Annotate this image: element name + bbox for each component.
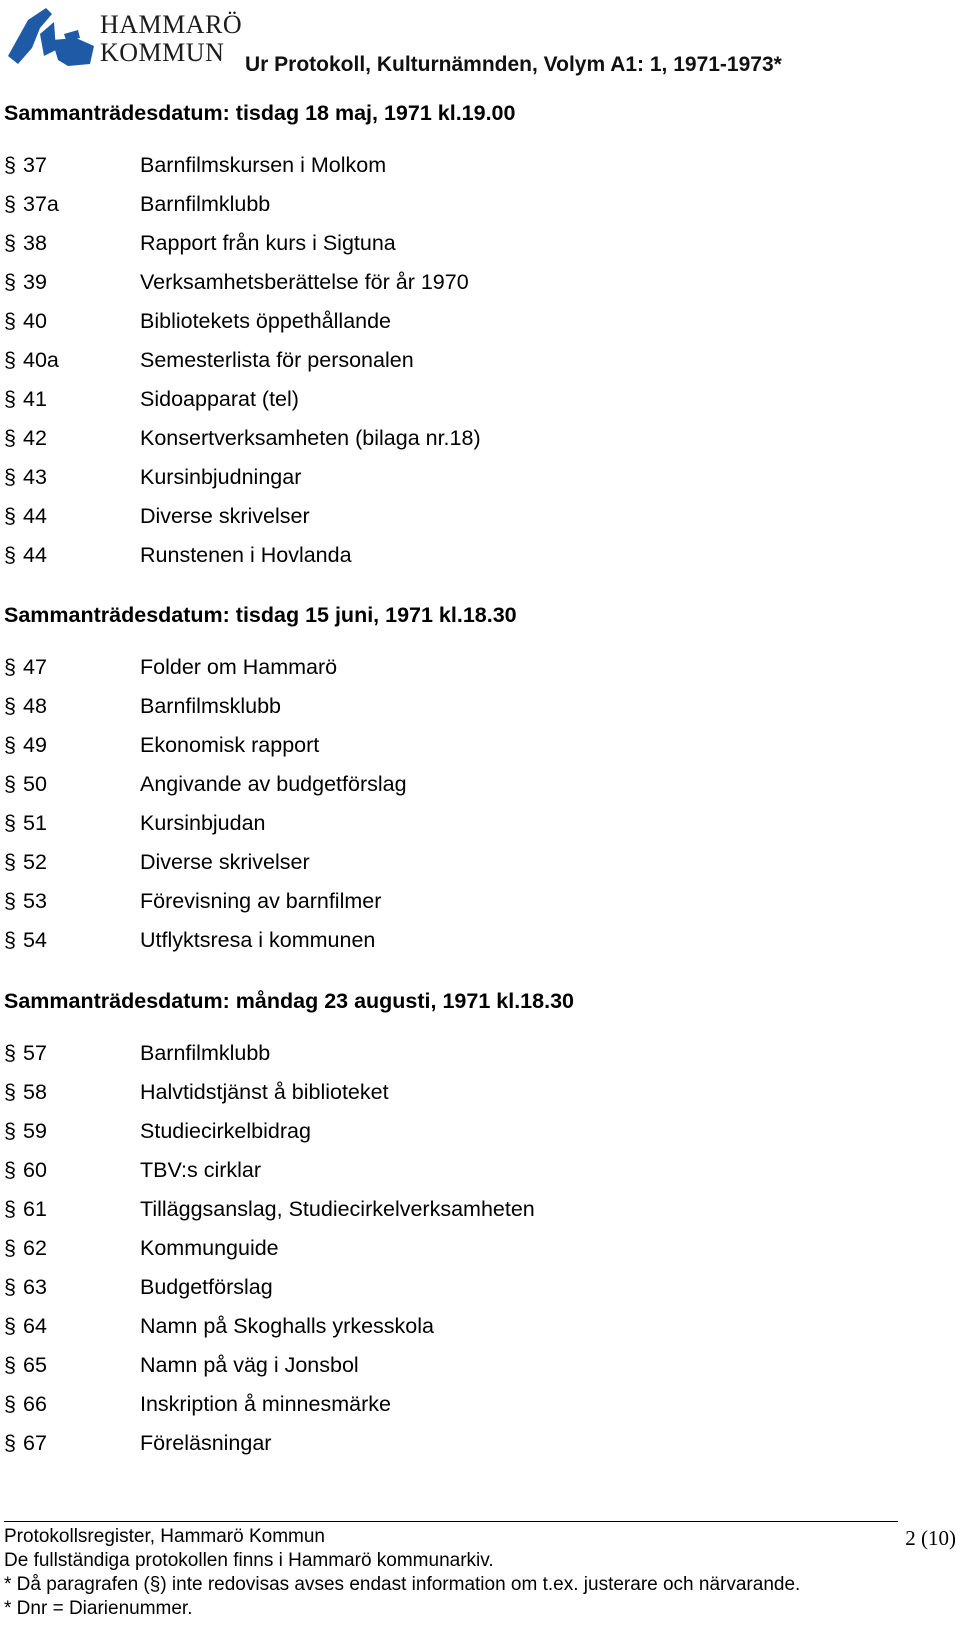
paragraph-number: 66 xyxy=(23,1392,47,1416)
paragraph-symbol: § xyxy=(4,426,16,450)
paragraph-title: Diverse skrivelser xyxy=(140,850,310,874)
paragraph-symbol: § xyxy=(4,1041,16,1065)
paragraph-number: 61 xyxy=(23,1197,47,1221)
paragraph-symbol: § xyxy=(4,1080,16,1104)
footer-paragraph-note: * Då paragrafen (§) inte redovisas avses endast information om t.ex. justerare och närvarande. xyxy=(4,1574,801,1595)
hammaro-kommun-logo xyxy=(6,4,243,72)
paragraph-symbol: § xyxy=(4,1353,16,1377)
paragraph-number: 50 xyxy=(23,772,47,796)
paragraph-number: 48 xyxy=(23,694,47,718)
paragraph-symbol: § xyxy=(4,270,16,294)
paragraph-symbol: § xyxy=(4,348,16,372)
paragraph-symbol: § xyxy=(4,1314,16,1338)
paragraph-symbol: § xyxy=(4,1119,16,1143)
paragraph-number: 37 xyxy=(23,153,47,177)
paragraph-number: 42 xyxy=(23,426,47,450)
paragraph-number: 51 xyxy=(23,811,47,835)
paragraph-symbol: § xyxy=(4,655,16,679)
paragraph-number: 49 xyxy=(23,733,47,757)
paragraph-title: Förevisning av barnfilmer xyxy=(140,889,382,913)
footer-register-name: Protokollsregister, Hammarö Kommun xyxy=(4,1526,325,1547)
paragraph-symbol: § xyxy=(4,543,16,567)
paragraph-number: 44 xyxy=(23,504,47,528)
paragraph-title: Barnfilmskursen i Molkom xyxy=(140,153,387,177)
paragraph-symbol: § xyxy=(4,811,16,835)
paragraph-title: Semesterlista för personalen xyxy=(140,348,414,372)
logo-emblem-icon xyxy=(6,4,98,70)
paragraph-number: 67 xyxy=(23,1431,47,1455)
paragraph-title: Barnfilmklubb xyxy=(140,1041,271,1065)
paragraph-number: 37a xyxy=(23,192,59,216)
paragraph-symbol: § xyxy=(4,1431,16,1455)
paragraph-number: 65 xyxy=(23,1353,47,1377)
paragraph-title: Kommunguide xyxy=(140,1236,279,1260)
paragraph-title: Konsertverksamheten (bilaga nr.18) xyxy=(140,426,481,450)
paragraph-number: 59 xyxy=(23,1119,47,1143)
paragraph-symbol: § xyxy=(4,1236,16,1260)
paragraph-symbol: § xyxy=(4,465,16,489)
paragraph-title: Budgetförslag xyxy=(140,1275,273,1299)
paragraph-symbol: § xyxy=(4,850,16,874)
paragraph-title: Barnfilmsklubb xyxy=(140,694,281,718)
paragraph-symbol: § xyxy=(4,889,16,913)
paragraph-number: 41 xyxy=(23,387,47,411)
paragraph-title: Utflyktsresa i kommunen xyxy=(140,928,376,952)
paragraph-number: 63 xyxy=(23,1275,47,1299)
footer-divider xyxy=(4,1521,898,1522)
meeting-date-heading: Sammanträdesdatum: måndag 23 augusti, 1971 kl.18.30 xyxy=(4,989,574,1013)
paragraph-symbol: § xyxy=(4,772,16,796)
paragraph-title: Namn på väg i Jonsbol xyxy=(140,1353,359,1377)
paragraph-title: Halvtidstjänst å biblioteket xyxy=(140,1080,389,1104)
footer-dnr-note: * Dnr = Diarienummer. xyxy=(4,1598,193,1619)
paragraph-symbol: § xyxy=(4,928,16,952)
document-title: Ur Protokoll, Kulturnämnden, Volym A1: 1, 1971-1973* xyxy=(245,53,782,76)
paragraph-number: 47 xyxy=(23,655,47,679)
paragraph-title: Föreläsningar xyxy=(140,1431,272,1455)
paragraph-symbol: § xyxy=(4,1158,16,1182)
paragraph-number: 52 xyxy=(23,850,47,874)
paragraph-title: Ekonomisk rapport xyxy=(140,733,320,757)
paragraph-number: 53 xyxy=(23,889,47,913)
paragraph-title: Kursinbjudan xyxy=(140,811,266,835)
paragraph-symbol: § xyxy=(4,231,16,255)
paragraph-number: 40 xyxy=(23,309,47,333)
paragraph-title: Tilläggsanslag, Studiecirkelverksamheten xyxy=(140,1197,535,1221)
paragraph-title: Bibliotekets öppethållande xyxy=(140,309,392,333)
page-header xyxy=(0,0,960,80)
paragraph-number: 54 xyxy=(23,928,47,952)
paragraph-symbol: § xyxy=(4,1392,16,1416)
paragraph-title: TBV:s cirklar xyxy=(140,1158,262,1182)
paragraph-number: 43 xyxy=(23,465,47,489)
logo-line-2: KOMMUN xyxy=(100,38,225,67)
paragraph-symbol: § xyxy=(4,309,16,333)
paragraph-title: Sidoapparat (tel) xyxy=(140,387,299,411)
paragraph-number: 40a xyxy=(23,348,59,372)
paragraph-number: 39 xyxy=(23,270,47,294)
paragraph-title: Diverse skrivelser xyxy=(140,504,310,528)
paragraph-title: Angivande av budgetförslag xyxy=(140,772,407,796)
paragraph-number: 44 xyxy=(23,543,47,567)
paragraph-number: 64 xyxy=(23,1314,47,1338)
footer-archive-note: De fullständiga protokollen finns i Hammarö kommunarkiv. xyxy=(4,1550,494,1571)
meeting-date-heading: Sammanträdesdatum: tisdag 18 maj, 1971 kl.19.00 xyxy=(4,101,516,125)
logo-line-1: HAMMARÖ xyxy=(100,10,243,39)
paragraph-symbol: § xyxy=(4,504,16,528)
paragraph-title: Runstenen i Hovlanda xyxy=(140,543,352,567)
paragraph-number: 57 xyxy=(23,1041,47,1065)
paragraph-symbol: § xyxy=(4,1275,16,1299)
paragraph-number: 62 xyxy=(23,1236,47,1260)
paragraph-title: Folder om Hammarö xyxy=(140,655,338,679)
meeting-date-heading: Sammanträdesdatum: tisdag 15 juni, 1971 kl.18.30 xyxy=(4,603,517,627)
paragraph-title: Namn på Skoghalls yrkesskola xyxy=(140,1314,434,1338)
paragraph-title: Inskription å minnesmärke xyxy=(140,1392,391,1416)
paragraph-symbol: § xyxy=(4,387,16,411)
paragraph-title: Studiecirkelbidrag xyxy=(140,1119,311,1143)
paragraph-title: Rapport från kurs i Sigtuna xyxy=(140,231,396,255)
paragraph-symbol: § xyxy=(4,733,16,757)
paragraph-symbol: § xyxy=(4,694,16,718)
paragraph-symbol: § xyxy=(4,192,16,216)
paragraph-symbol: § xyxy=(4,153,16,177)
paragraph-title: Barnfilmklubb xyxy=(140,192,271,216)
page-number: 2 (10) xyxy=(905,1526,956,1550)
paragraph-number: 58 xyxy=(23,1080,47,1104)
paragraph-number: 38 xyxy=(23,231,47,255)
paragraph-title: Kursinbjudningar xyxy=(140,465,302,489)
paragraph-title: Verksamhetsberättelse för år 1970 xyxy=(140,270,469,294)
paragraph-symbol: § xyxy=(4,1197,16,1221)
paragraph-number: 60 xyxy=(23,1158,47,1182)
